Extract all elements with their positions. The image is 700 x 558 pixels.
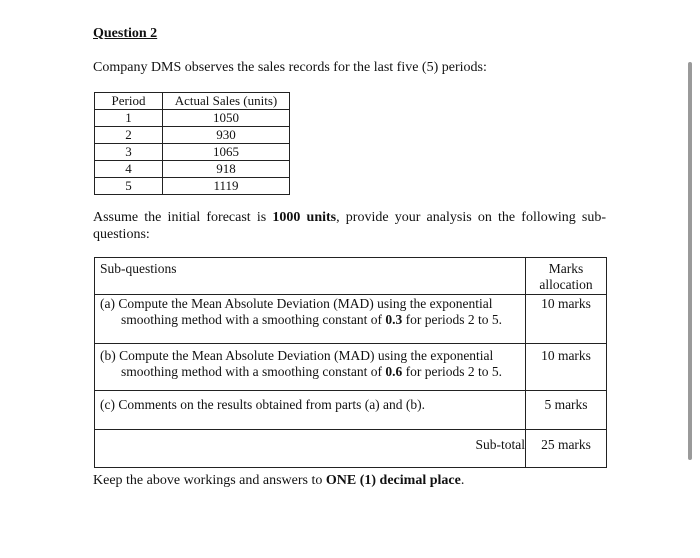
subquestions-table <box>94 257 607 468</box>
vertical-scrollbar[interactable] <box>688 62 692 460</box>
decimal-place-emphasis: ONE (1) decimal place <box>325 473 461 488</box>
subquestion-b-line1: (b) Compute the Mean Absolute Deviation (MAD) using the exponential <box>100 348 494 363</box>
assumption-text <box>93 209 606 243</box>
initial-forecast-value: 1000 units <box>272 210 337 225</box>
sales-cell: 1050 <box>163 110 290 127</box>
assumption-prefix: Assume the initial forecast is <box>93 210 273 225</box>
subquestions-header: Sub-questions <box>95 258 526 295</box>
decimal-instruction <box>93 473 464 489</box>
period-cell: 2 <box>95 127 163 144</box>
period-cell: 1 <box>95 110 163 127</box>
table-row <box>95 178 290 195</box>
subquestion-b-marks: 10 marks <box>526 344 607 391</box>
period-cell: 5 <box>95 178 163 195</box>
table-row <box>95 144 290 161</box>
sales-cell: 1119 <box>163 178 290 195</box>
question-heading: Question 2 <box>93 26 158 41</box>
subquestion-a-text <box>95 295 526 344</box>
subquestions-header-row <box>95 258 607 295</box>
intro-text: Company DMS observes the sales records for the last five (5) periods: <box>93 60 487 75</box>
subquestion-a-line1: (a) Compute the Mean Absolute Deviation (MAD) using the exponential <box>100 296 493 311</box>
subquestion-b-line2-prefix: smoothing method with a smoothing constant of <box>121 364 386 379</box>
actual-sales-column-header: Actual Sales (units) <box>163 93 290 110</box>
instruction-prefix: Keep the above workings and answers to <box>93 473 326 488</box>
instruction-suffix: . <box>460 473 465 488</box>
table-row <box>95 161 290 178</box>
table-row <box>95 110 290 127</box>
subquestion-a-line2-prefix: smoothing method with a smoothing constant of <box>121 312 386 327</box>
subquestion-c-text: (c) Comments on the results obtained from parts (a) and (b). <box>95 391 526 430</box>
period-cell: 3 <box>95 144 163 161</box>
sales-cell: 918 <box>163 161 290 178</box>
sales-cell: 930 <box>163 127 290 144</box>
period-column-header: Period <box>95 93 163 110</box>
sales-cell: 1065 <box>163 144 290 161</box>
smoothing-constant-b: 0.6 <box>385 364 403 379</box>
sales-table-header-row <box>95 93 290 110</box>
period-cell: 4 <box>95 161 163 178</box>
subtotal-label: Sub-total <box>95 430 526 468</box>
subquestion-a-row <box>95 295 607 344</box>
sales-records-table <box>94 92 290 195</box>
subquestion-a-line2-suffix: for periods 2 to 5. <box>402 312 502 327</box>
assumption-suffix: , provide your analysis on the following sub-questions: <box>93 210 606 242</box>
subquestion-a-marks: 10 marks <box>526 295 607 344</box>
subquestion-b-line2 <box>100 364 525 380</box>
subquestion-c-marks: 5 marks <box>526 391 607 430</box>
table-row <box>95 127 290 144</box>
subquestion-c-row <box>95 391 607 430</box>
marks-allocation-header: Marks allocation <box>526 258 607 295</box>
subtotal-row <box>95 430 607 468</box>
subquestion-b-text <box>95 344 526 391</box>
subtotal-marks: 25 marks <box>526 430 607 468</box>
smoothing-constant-a: 0.3 <box>385 312 403 327</box>
subquestion-b-line2-suffix: for periods 2 to 5. <box>402 364 502 379</box>
subquestion-a-line2 <box>100 312 525 328</box>
subquestion-b-row <box>95 344 607 391</box>
